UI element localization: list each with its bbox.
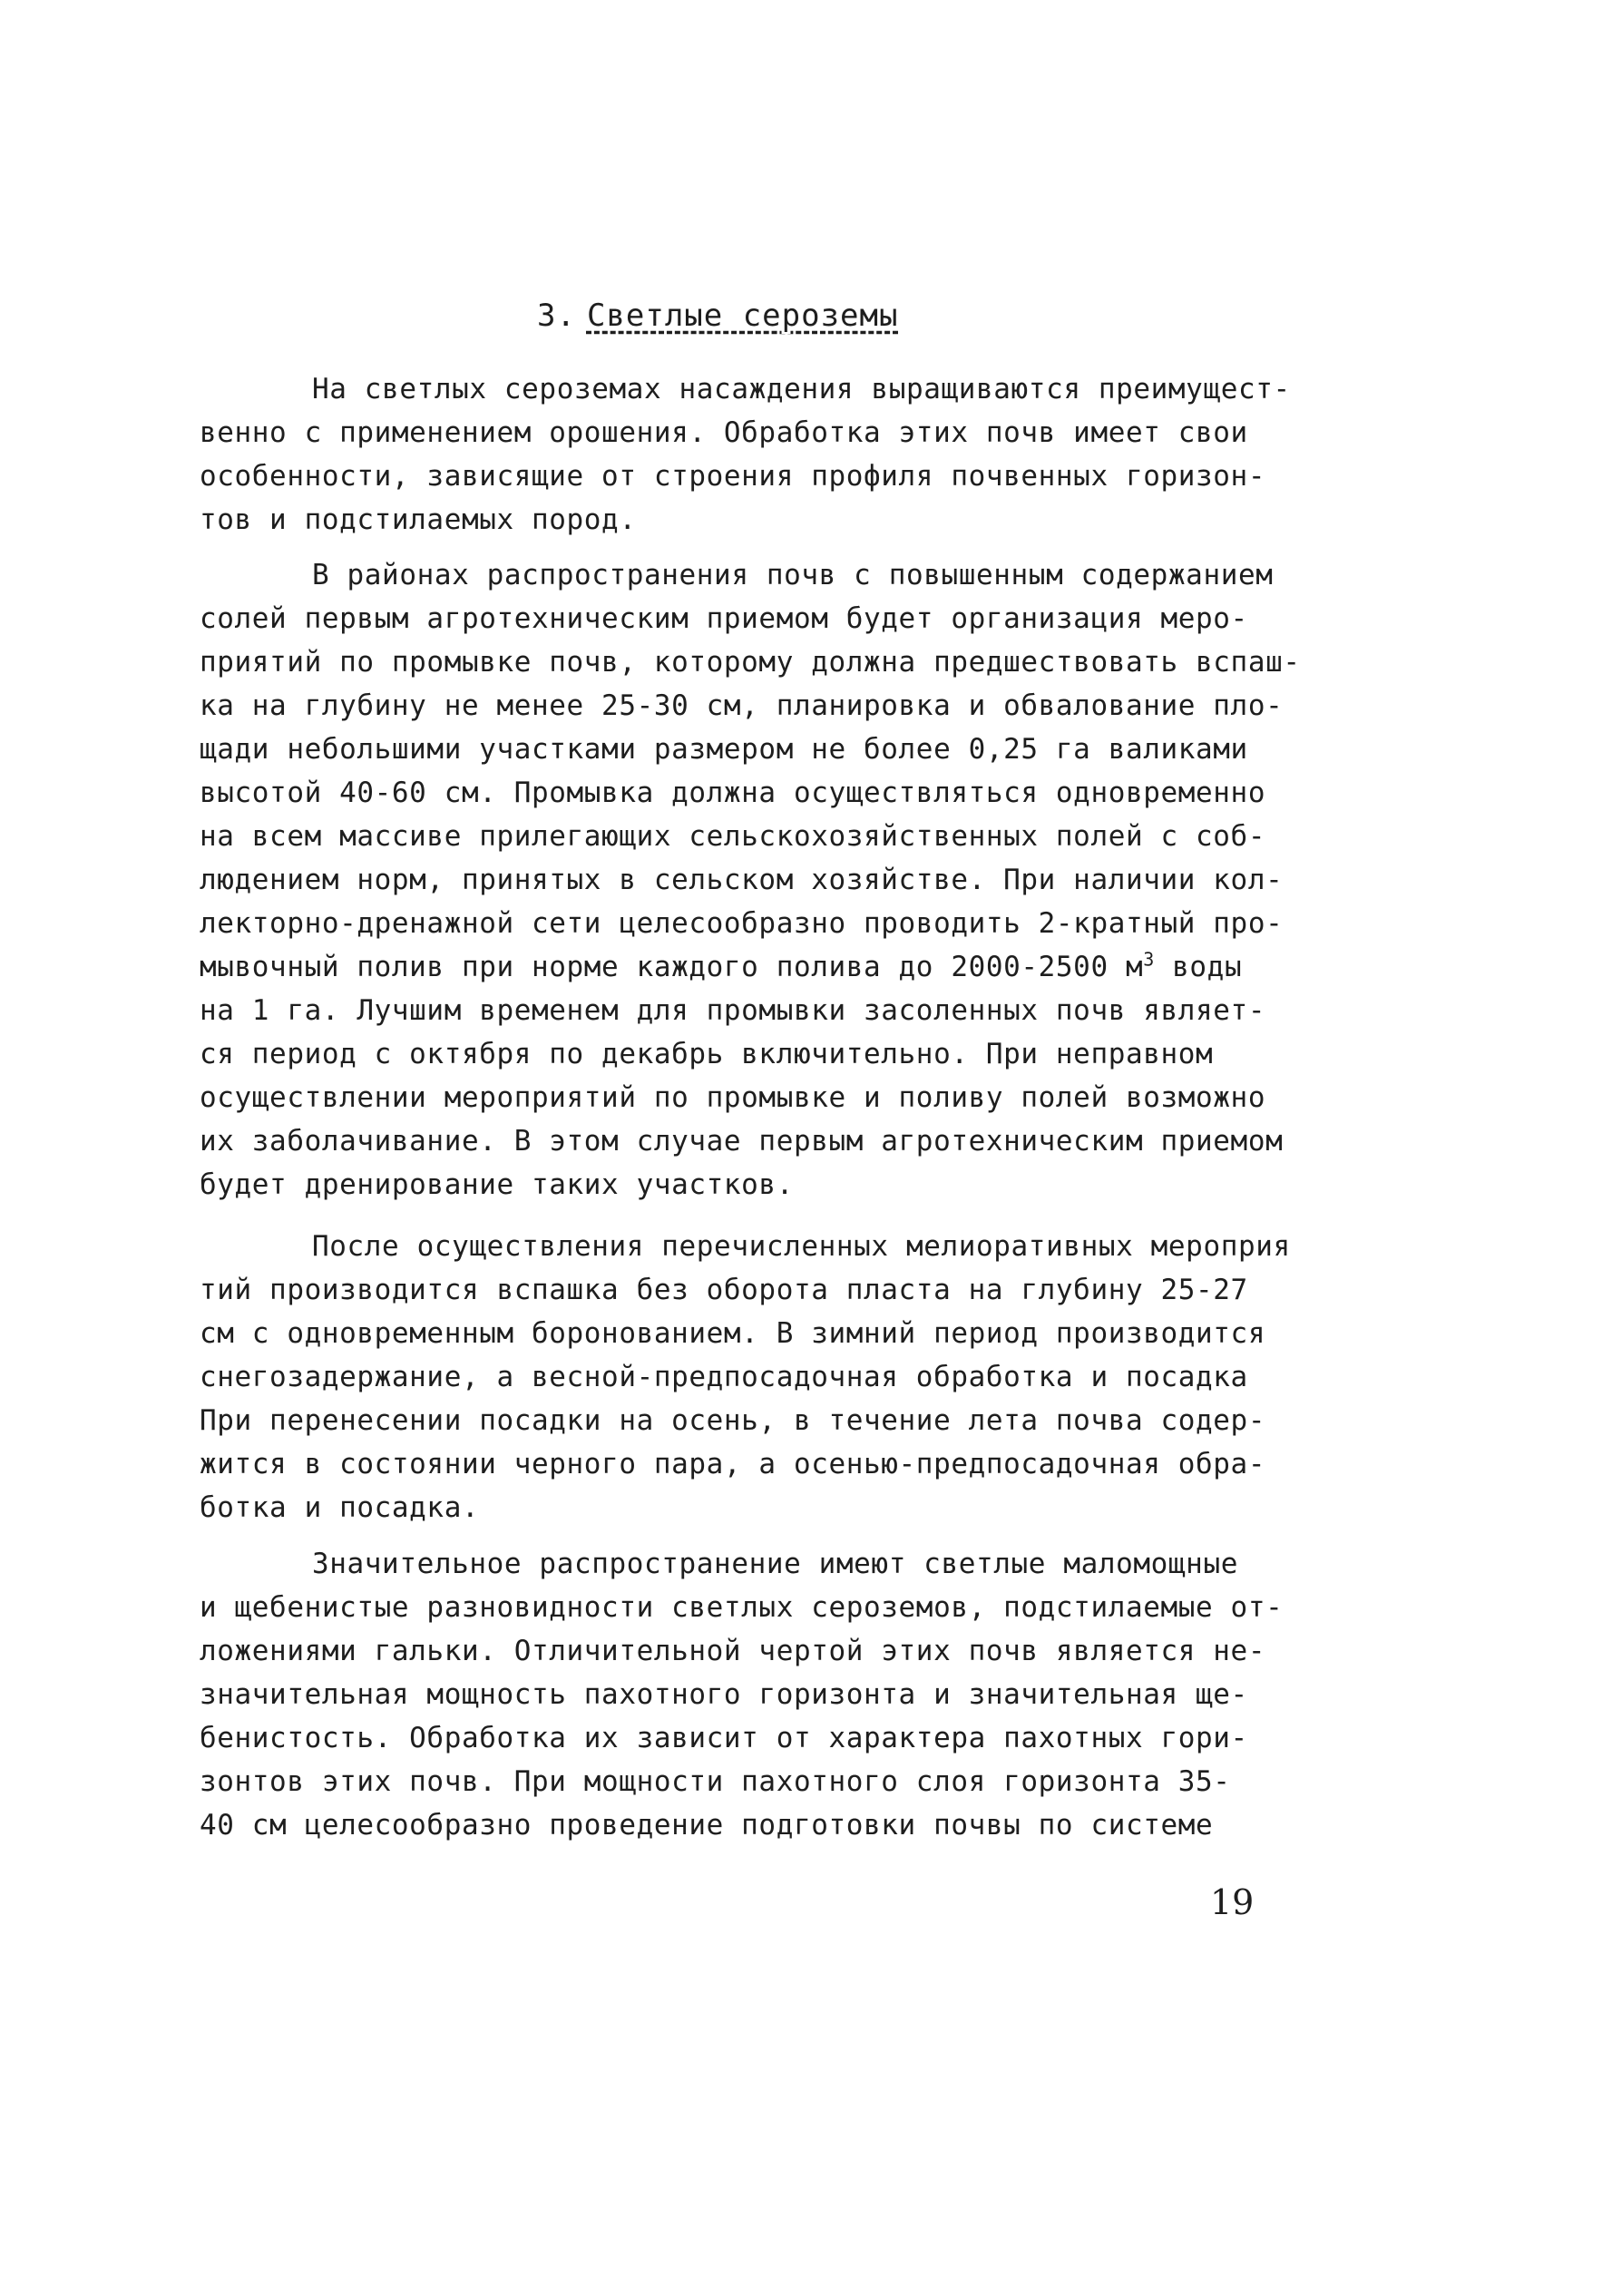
text-line: на 1 га. Лучшим временем для промывки засоленных почв являет-	[200, 994, 1266, 1027]
section-title: Светлые сероземы	[586, 298, 899, 334]
text-line: щади небольшими участками размером не более 0,25 га валиками	[200, 733, 1248, 766]
text-line: жится в состоянии черного пара, а осенью-предпосадочная обра-	[200, 1448, 1266, 1480]
text-line: ботка и посадка.	[200, 1491, 480, 1524]
text-line: и щебенистые разновидности светлых сероземов, подстилаемые от-	[200, 1591, 1284, 1624]
text-line: зонтов этих почв. При мощности пахотного слоя горизонта 35-	[200, 1765, 1231, 1798]
text-line: особенности, зависящие от строения профиля почвенных горизон-	[200, 460, 1266, 493]
page-number: 19	[1210, 1882, 1255, 1922]
text-line: снегозадержание, а весной-предпосадочная обработка и посадка	[200, 1361, 1248, 1393]
superscript: 3	[1143, 948, 1155, 971]
text-line: приятий по промывке почв, которому должна предшествовать вспаш-	[200, 646, 1301, 679]
text-line: При перенесении посадки на осень, в течение лета почва содер-	[200, 1404, 1266, 1437]
text-line: см с одновременным боронованием. В зимний период производится	[200, 1317, 1266, 1350]
text-line: бенистость. Обработка их зависит от характера пахотных гори-	[200, 1722, 1248, 1754]
text-line: значительная мощность пахотного горизонта и значительная ще-	[200, 1678, 1248, 1711]
text-segment: мывочный полив при норме каждого полива до 2000-2500 м	[200, 951, 1144, 983]
section-number: 3.	[537, 298, 576, 334]
paragraph-2	[200, 553, 1324, 1207]
text-line: тий производится вспашка без оборота пласта на глубину 25-27	[200, 1274, 1248, 1306]
section-heading	[537, 298, 898, 334]
text-line: 40 см целесообразно проведение подготовки почвы по системе	[200, 1809, 1214, 1842]
text-line: людением норм, принятых в сельском хозяйстве. При наличии кол-	[200, 864, 1284, 896]
paragraph-3	[200, 1225, 1324, 1529]
text-line: осуществлении мероприятий по промывке и поливу полей возможно	[200, 1081, 1266, 1114]
text-line: лекторно-дренажной сети целесообразно проводить 2-кратный про-	[200, 907, 1284, 940]
text-line: тов и подстилаемых пород.	[200, 503, 637, 536]
paragraph-1	[200, 367, 1324, 542]
text-line: ложениями гальки. Отличительной чертой этих почв является не-	[200, 1635, 1266, 1667]
text-line: солей первым агротехническим приемом будет организация меро-	[200, 602, 1248, 635]
text-line: Значительное распространение имеют светлые маломощные	[312, 1548, 1238, 1580]
text-line: В районах распространения почв с повышенным содержанием	[312, 559, 1274, 591]
text-line: ка на глубину не менее 25-30 см, планировка и обвалование пло-	[200, 689, 1284, 722]
paragraph-4	[200, 1542, 1324, 1847]
text-segment: воды	[1154, 951, 1243, 983]
text-line: их заболачивание. В этом случае первым агротехническим приемом	[200, 1125, 1284, 1158]
text-line-with-superscript	[200, 945, 1324, 989]
text-line: венно с применением орошения. Обработка этих почв имеет свои	[200, 416, 1248, 449]
text-line: высотой 40-60 см. Промывка должна осуществляться одновременно	[200, 777, 1266, 809]
text-line: ся период с октября по декабрь включительно. При неправном	[200, 1038, 1214, 1070]
text-line: На светлых сероземах насаждения выращиваются преимущест-	[312, 373, 1291, 405]
text-line: После осуществления перечисленных мелиоративных мероприя	[312, 1230, 1291, 1263]
text-line: на всем массиве прилегающих сельскохозяйственных полей с соб-	[200, 820, 1266, 853]
text-line: будет дренирование таких участков.	[200, 1168, 794, 1201]
